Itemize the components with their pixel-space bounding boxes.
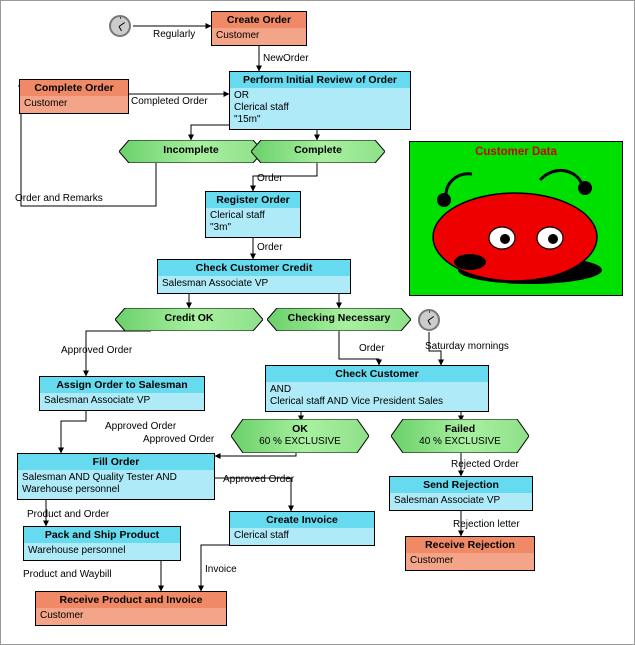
function-role: Customer xyxy=(40,610,84,621)
function-check-customer[interactable] xyxy=(265,365,489,412)
function-body xyxy=(24,543,180,560)
timer-clock-regularly xyxy=(109,15,131,37)
function-title: Check Customer Credit xyxy=(158,260,350,276)
function-body xyxy=(230,528,374,545)
event-label: OK xyxy=(292,423,308,435)
function-fill-order[interactable] xyxy=(17,453,215,500)
event-probability: 40 % EXCLUSIVE xyxy=(419,436,501,447)
function-title: Register Order xyxy=(206,192,300,208)
function-receive-rejection[interactable] xyxy=(405,536,535,571)
function-role-line2: Warehouse personnel xyxy=(22,484,120,495)
function-perform-initial-review[interactable] xyxy=(229,71,411,130)
function-title: Check Customer xyxy=(266,366,488,382)
function-check-customer-credit[interactable] xyxy=(157,259,351,294)
function-body xyxy=(266,382,488,411)
event-probability: 60 % EXCLUSIVE xyxy=(259,436,341,447)
function-title: Pack and Ship Product xyxy=(24,527,180,543)
customer-data-picture xyxy=(409,141,623,296)
function-body xyxy=(212,28,306,45)
function-title: Send Rejection xyxy=(390,477,532,493)
function-body xyxy=(390,493,532,510)
function-role-line1: Salesman AND Quality Tester AND xyxy=(22,472,177,483)
event-label: Incomplete xyxy=(163,144,219,156)
function-duration: "3m" xyxy=(210,222,231,233)
edge-label-approved-order-3: Approved Order xyxy=(143,434,215,445)
function-role: Clerical staff xyxy=(234,102,289,113)
edge-label-order-2: Order xyxy=(257,242,283,253)
picture-caption: Customer Data xyxy=(475,146,557,158)
edge-label-product-and-order: Product and Order xyxy=(27,509,110,520)
function-assign-order-to-salesman[interactable] xyxy=(39,376,205,411)
function-title: Complete Order xyxy=(20,80,128,96)
function-title: Receive Rejection xyxy=(406,537,534,553)
function-role: Customer xyxy=(24,98,68,109)
edge-label-invoice: Invoice xyxy=(205,564,237,575)
function-role: Salesman Associate VP xyxy=(394,495,501,506)
edge-label-saturday-mornings: Saturday mornings xyxy=(425,341,509,352)
edge-label-order-1: Order xyxy=(257,173,283,184)
function-send-rejection[interactable] xyxy=(389,476,533,511)
edge-label-regularly: Regularly xyxy=(153,29,196,40)
function-receive-product-and-invoice[interactable] xyxy=(35,591,227,626)
function-connector-type: AND xyxy=(270,384,292,395)
function-create-order[interactable] xyxy=(211,11,307,46)
ladybug-illustration xyxy=(410,142,623,296)
event-label: Failed xyxy=(444,423,476,435)
function-duration: "15m" xyxy=(234,114,261,125)
function-body xyxy=(206,208,300,237)
function-title: Assign Order to Salesman xyxy=(40,377,204,393)
edge-label-approved-order-2: Approved Order xyxy=(105,421,177,432)
function-complete-order[interactable] xyxy=(19,79,129,114)
function-body xyxy=(40,393,204,410)
event-ok[interactable] xyxy=(231,419,369,453)
function-body xyxy=(230,88,410,129)
function-role: Warehouse personnel xyxy=(28,545,126,556)
function-title: Fill Order xyxy=(18,454,214,470)
function-role: Customer xyxy=(410,555,454,566)
event-label: Complete xyxy=(294,144,342,156)
event-label: Checking Necessary xyxy=(287,312,391,324)
edge-label-rejection-letter: Rejection letter xyxy=(453,519,520,530)
event-complete[interactable] xyxy=(251,140,385,163)
event-failed[interactable] xyxy=(391,419,529,453)
function-role: Salesman Associate VP xyxy=(44,395,151,406)
event-incomplete[interactable] xyxy=(119,140,263,163)
event-label: Credit OK xyxy=(164,312,214,324)
edge-label-completed-order: Completed Order xyxy=(131,96,208,107)
function-pack-and-ship-product[interactable] xyxy=(23,526,181,561)
function-register-order[interactable] xyxy=(205,191,301,238)
timer-clock-saturday xyxy=(418,309,440,331)
edge-label-order-and-remarks: Order and Remarks xyxy=(15,193,103,204)
function-role: Customer xyxy=(216,30,260,41)
function-body xyxy=(158,276,350,293)
edge-label-approved-order-1: Approved Order xyxy=(61,345,133,356)
edge-label-new-order: NewOrder xyxy=(263,53,309,64)
function-title: Receive Product and Invoice xyxy=(36,592,226,608)
function-body xyxy=(406,553,534,570)
function-role: Salesman Associate VP xyxy=(162,278,269,289)
function-connector-type: OR xyxy=(234,90,249,101)
function-title: Perform Initial Review of Order xyxy=(230,72,410,88)
function-title: Create Order xyxy=(212,12,306,28)
event-checking-necessary[interactable] xyxy=(267,308,411,331)
function-role: Clerical staff AND Vice President Sales xyxy=(270,396,444,407)
function-role: Clerical staff xyxy=(234,530,289,541)
edge-label-rejected-order: Rejected Order xyxy=(451,459,519,470)
function-create-invoice[interactable] xyxy=(229,511,375,546)
edge-label-product-waybill: Product and Waybill xyxy=(23,569,112,580)
edge-label-order-3: Order xyxy=(359,343,385,354)
function-body xyxy=(18,470,214,499)
function-body xyxy=(20,96,128,113)
function-body xyxy=(36,608,226,625)
event-credit-ok[interactable] xyxy=(115,308,263,331)
edge-label-approved-order-4: Approved Order xyxy=(223,474,295,485)
function-title: Create Invoice xyxy=(230,512,374,528)
function-role: Clerical staff xyxy=(210,210,265,221)
